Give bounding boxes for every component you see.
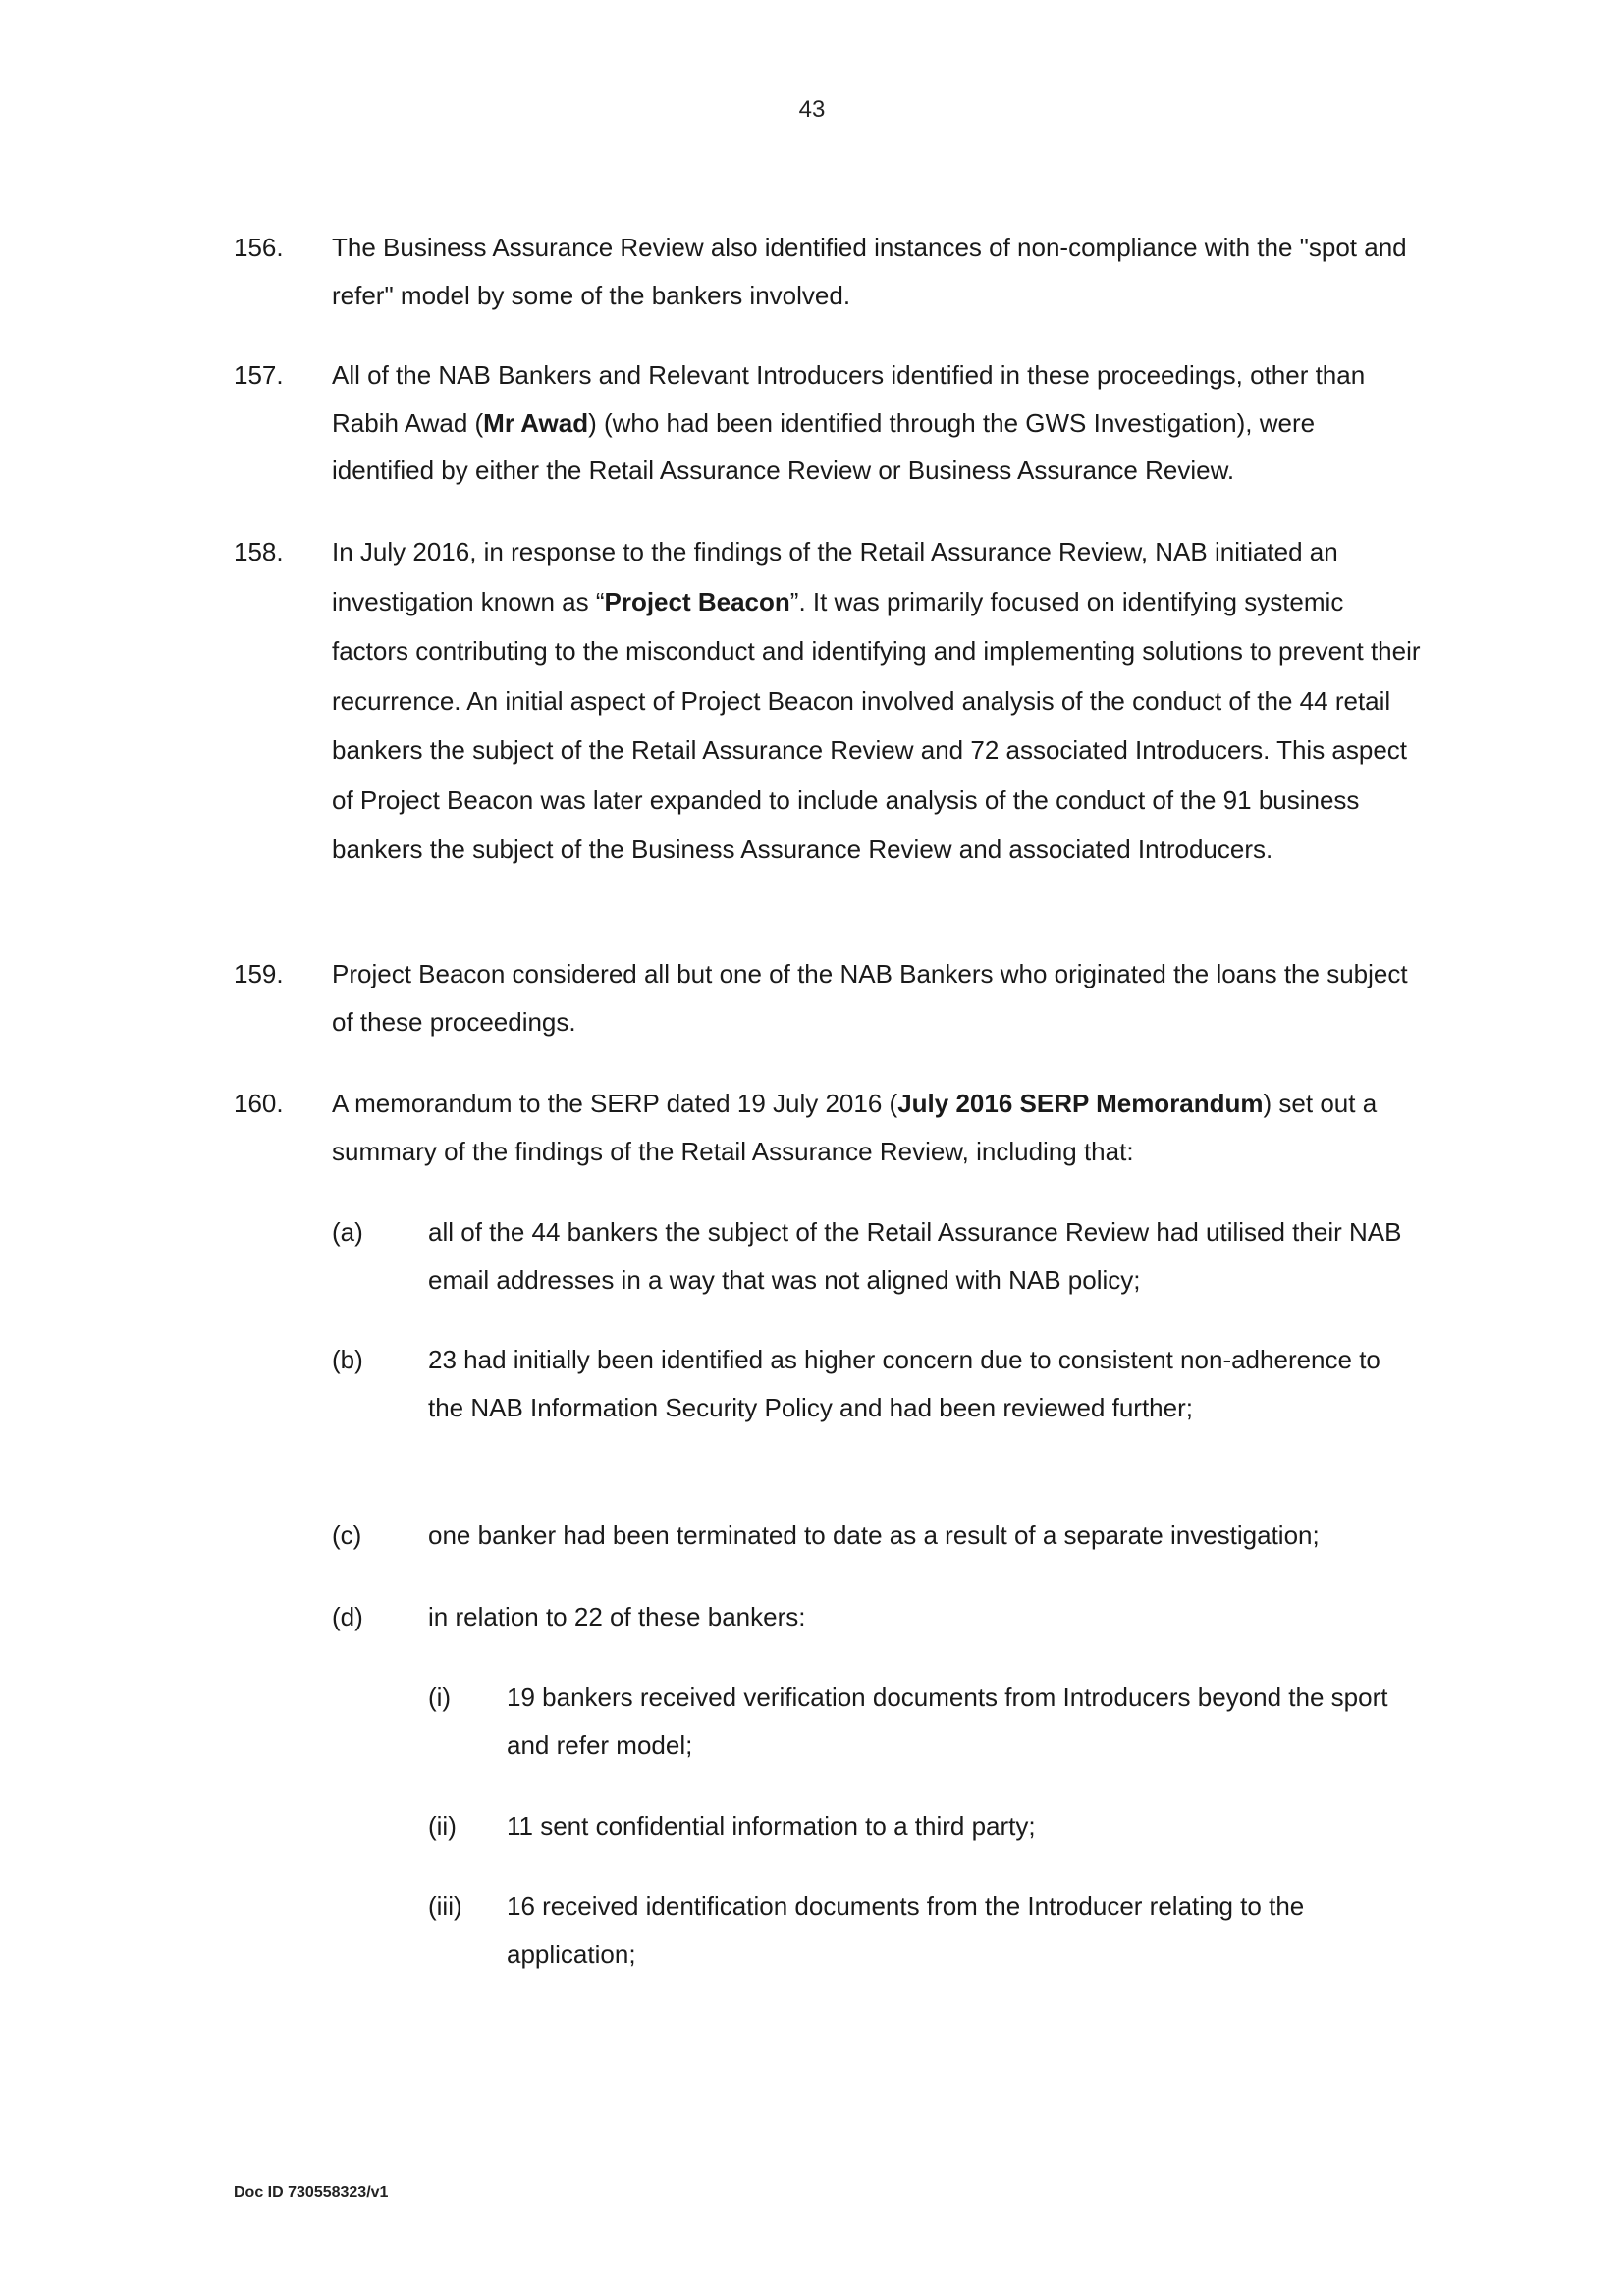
text-run: A memorandum to the SERP dated 19 July 2016 (	[332, 1089, 898, 1118]
paragraph-text	[332, 1080, 1422, 1175]
paragraph-number: 158.	[234, 537, 284, 566]
text-run: In July 2016, in response to the findings of the Retail Assurance Review, NAB initiated an investigation known as “	[332, 537, 1338, 616]
paragraph-157	[234, 351, 1422, 495]
paragraph-number: 156.	[234, 233, 284, 262]
paragraph-160	[234, 1080, 1422, 1175]
defined-term: July 2016 SERP Memorandum	[897, 1089, 1264, 1118]
subitem-number: (b)	[332, 1345, 363, 1374]
paragraph-text	[332, 351, 1422, 495]
paragraph-158	[234, 527, 1422, 875]
text-run: All of the NAB Bankers and Relevant Introducers identified in these proceedings, other than Rabih Awad (	[332, 360, 1366, 438]
paragraph-number: 160.	[234, 1089, 284, 1118]
subitem-a	[332, 1208, 1422, 1304]
subsubitem-number: (iii)	[428, 1892, 462, 1921]
paragraph-number: 157.	[234, 360, 284, 390]
text-run: ) (who had been identified through the GWS Investigation), were identified by either the Retail Assurance Review or Business Assurance Review.	[332, 407, 1316, 485]
subsubitem-text: 19 bankers received verification documents from Introducers beyond the sport and refer model;	[507, 1682, 1388, 1760]
subsubitem-ii	[428, 1802, 1422, 1850]
paragraph-text	[332, 224, 1422, 319]
subitem-text: 23 had initially been identified as higher concern due to consistent non-adherence to the NAB Information Security Policy and had been reviewed further;	[428, 1345, 1380, 1422]
text-run: ) set out a summary of the findings of the Retail Assurance Review, including that:	[332, 1089, 1378, 1166]
text-run: Project Beacon considered all but one of the NAB Bankers who originated the loans the subject of these proceedings.	[332, 959, 1408, 1037]
subitem-text: all of the 44 bankers the subject of the Retail Assurance Review had utilised their NAB email addresses in a way that was not aligned with NAB policy;	[428, 1217, 1402, 1295]
subitem-d	[332, 1593, 1422, 1641]
subitem-c	[332, 1512, 1422, 1560]
subitem-number: (a)	[332, 1217, 363, 1247]
defined-term: Mr Awad	[483, 407, 589, 438]
subitem-text: in relation to 22 of these bankers:	[428, 1602, 806, 1631]
document-id-footer: Doc ID 730558323/v1	[234, 2184, 389, 2201]
subsubitem-text: 11 sent confidential information to a third party;	[507, 1811, 1036, 1841]
subsubitem-i	[428, 1674, 1422, 1769]
subsubitem-number: (i)	[428, 1682, 452, 1712]
subitem-number: (c)	[332, 1521, 362, 1550]
defined-term: Project Beacon	[604, 586, 790, 616]
subsubitem-number: (ii)	[428, 1811, 457, 1841]
paragraph-text	[332, 950, 1422, 1045]
subitem-number: (d)	[332, 1602, 363, 1631]
text-run: ”. It was primarily focused on identifying systemic factors contributing to the misconduct and identifying and implementing solutions to prevent their recurrence. An initial aspect of Project Beacon involved analysis of the conduct of the 44 retail bankers the subject of the Retail Assurance Review and 72 associated Introducers. This aspect of Project Beacon was later expanded to include analysis of the conduct of the 91 business bankers the subject of the Business Assurance Review and associated Introducers.	[332, 586, 1421, 864]
paragraph-number: 159.	[234, 959, 284, 988]
paragraph-156	[234, 224, 1422, 319]
page-number: 43	[798, 96, 826, 123]
paragraph-text	[332, 527, 1422, 875]
paragraph-159	[234, 950, 1422, 1045]
subsubitem-iii	[428, 1883, 1422, 1978]
subitem-b	[332, 1336, 1422, 1431]
subsubitem-text: 16 received identification documents from the Introducer relating to the application;	[507, 1892, 1305, 1969]
subitem-text: one banker had been terminated to date as a result of a separate investigation;	[428, 1521, 1320, 1550]
text-run: The Business Assurance Review also identified instances of non-compliance with the "spot and refer" model by some of the bankers involved.	[332, 233, 1407, 310]
